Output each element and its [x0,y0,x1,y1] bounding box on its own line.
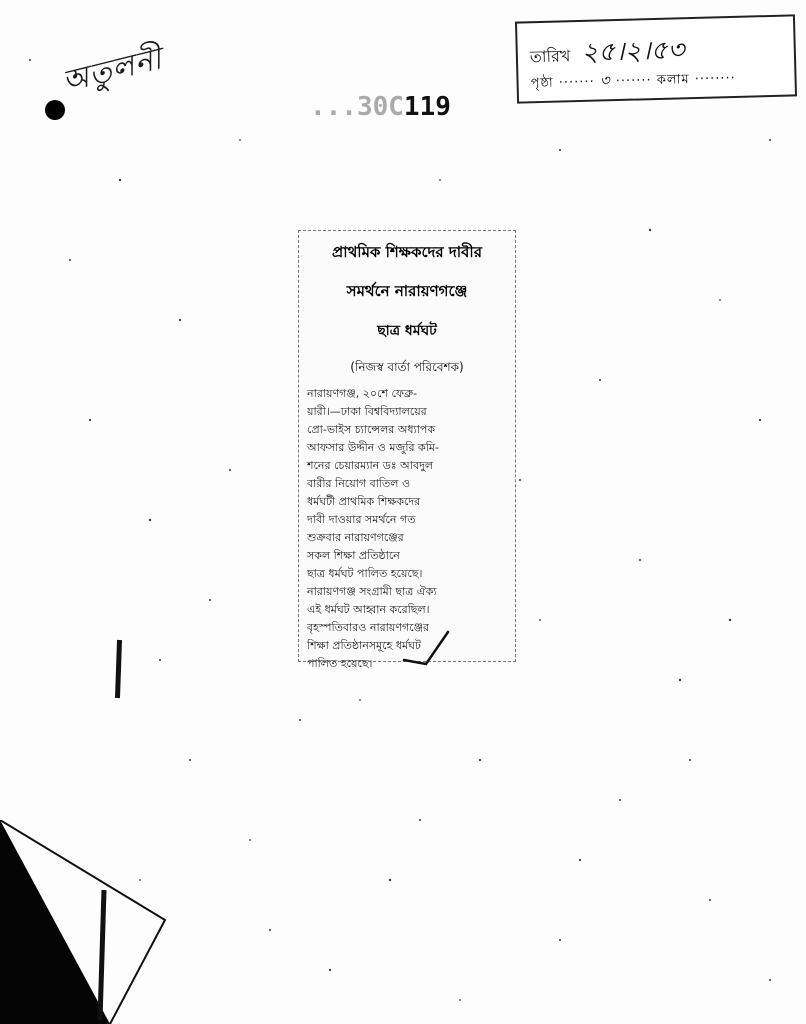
clipping-body-line: ছাত্র ধর্মঘট পালিত হয়েছে। [307,567,423,580]
newspaper-clipping [298,230,516,670]
handwritten-annotation: অতুলনী [59,41,166,100]
clipping-body-line: শনের চেয়ারম্যান ডঃ আবদুল [307,459,434,472]
clipping-body-line: সকল শিক্ষা প্রতিষ্ঠানে [307,549,400,562]
stamp-date-label: তারিখ [529,46,571,67]
clipping-body-line: বারীর নিয়োগ বাতিল ও [307,477,411,490]
clipping-byline: (নিজস্ব বার্তা পরিবেশক) [350,360,464,374]
clipping-headline-line-1: প্রাথমিক শিক্ষকদের দাবীর [332,243,482,261]
folded-corner [0,820,170,1024]
punch-hole-mark [45,100,65,120]
archive-number [310,92,451,122]
pen-check-mark [402,630,452,666]
stamp-page-row: পৃষ্ঠা ······· ৩ ······· কলাম ········ [530,70,736,92]
clipping-body-line: ধর্মঘটী প্রাথমিক শিক্ষকদের [307,495,421,508]
stamp-page-label: পৃষ্ঠা [530,75,554,92]
clipping-headline-line-3: ছাত্র ধর্মঘট [377,323,437,339]
clipping-body-line: য়ারী।—ঢাকা বিশ্ববিদ্যালয়ের [307,405,427,418]
stamp-date-value: ২৫।২।৫৩ [581,35,685,68]
clipping-body-line: পালিত হয়েছে। [307,657,373,670]
clipping-body-line: শিক্ষা প্রতিষ্ঠানসমূহে ধর্মঘট [307,639,421,652]
clipping-body-line: নারায়ণগঞ্জ সংগ্রামী ছাত্র ঐক্য [307,585,437,598]
archive-number-value: 119 [403,92,451,122]
stamp-column-label: কলাম [656,72,690,88]
clipping-body-line: নারায়ণগঞ্জ, ২০শে ফেব্রু- [307,387,418,400]
clipping-body-line: দাবী দাওয়ার সমর্থনে গত [307,513,416,526]
clipping-body-line: শুক্রবার নারায়ণগঞ্জের [307,531,404,544]
archive-number-prefix: ...30C [310,92,404,122]
clipping-body-line: বৃহস্পতিবারও নারায়ণগঞ্জের [307,621,430,634]
clipping-body-line: আফসার উদ্দীন ও মজুরি কমি- [307,441,439,454]
clipping-body-line: এই ধর্মঘট আহ্বান করেছিল। [307,603,430,616]
clipping-body-line: প্রো-ভাইস চ্যান্সেলর অধ্যাপক [307,423,436,436]
stamp-page-value: ৩ [599,71,611,90]
clipping-headline-line-2: সমর্থনে নারায়ণগঞ্জে [346,282,468,300]
date-stamp-box [515,14,797,103]
